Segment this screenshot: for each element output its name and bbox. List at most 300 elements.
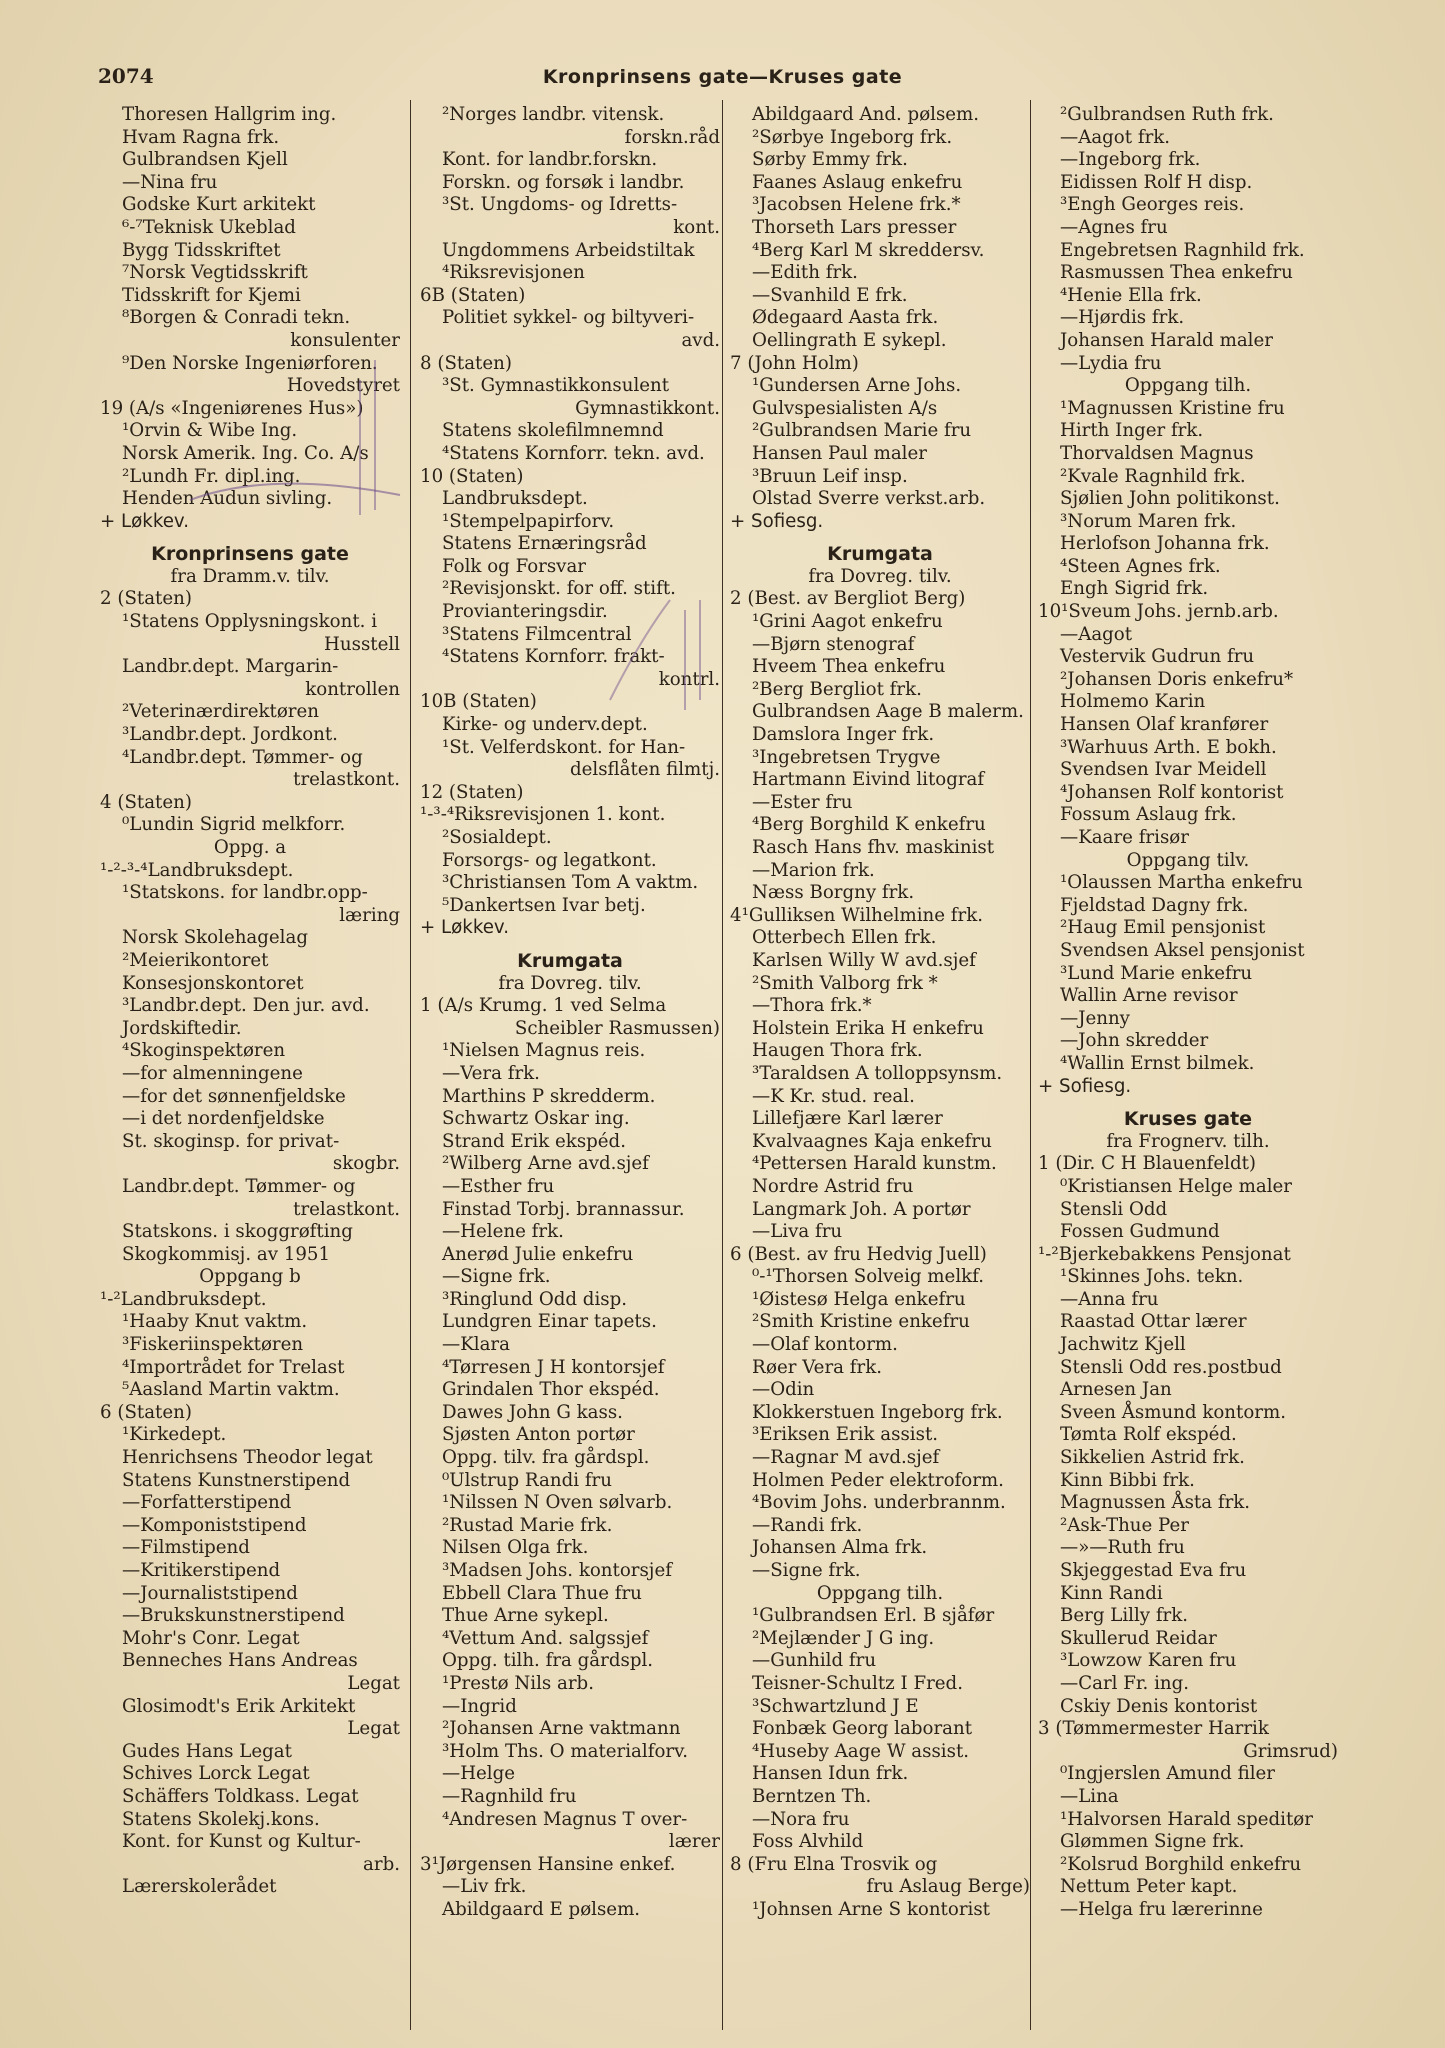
directory-line: Oppgang tilv.	[1126, 849, 1250, 871]
directory-line: fra Dovreg. tilv.	[808, 565, 952, 587]
directory-line: Fossen Gudmund	[1060, 1221, 1220, 1243]
directory-line: Politiet sykkel- og biltyveri-	[442, 307, 695, 329]
directory-line: ¹Olaussen Martha enkefru	[1060, 872, 1303, 894]
directory-line: Raastad Ottar lærer	[1060, 1311, 1247, 1333]
directory-line: —Ingrid	[442, 1695, 517, 1717]
directory-line: ⁴Johansen Rolf kontorist	[1060, 781, 1284, 803]
directory-line: ⁴Landbr.dept. Tømmer- og	[122, 746, 363, 768]
directory-line: —Aagot	[1060, 623, 1133, 645]
directory-line: + Sofiesg.	[730, 510, 824, 532]
directory-line: —Kaare frisør	[1060, 827, 1189, 848]
directory-line: kontrollen	[305, 678, 400, 700]
running-head: Kronprinsens gate—Kruses gate	[542, 66, 903, 88]
directory-line: Forskn. og forsøk i landbr.	[442, 171, 685, 193]
directory-line: —Helga fru lærerinne	[1060, 1898, 1263, 1920]
directory-line: skogbr.	[332, 1153, 400, 1175]
directory-line: ¹-²Landbruksdept.	[100, 1288, 267, 1310]
directory-line: ⁴Berg Karl M skreddersv.	[752, 239, 985, 261]
directory-line: ³Landbr.dept. Jordkont.	[122, 724, 338, 746]
directory-line: —Agnes fru	[1060, 216, 1168, 238]
directory-line: ⁴Statens Kornforr. tekn. avd.	[442, 442, 705, 464]
directory-line: ³Ringlund Odd disp.	[442, 1288, 628, 1310]
directory-line: Kont. for landbr.forskn.	[442, 149, 658, 171]
directory-line: ³Lund Marie enkefru	[1060, 962, 1253, 984]
directory-line: Legat	[347, 1672, 400, 1694]
directory-line: 1 (Dir. C H Blauenfeldt)	[1038, 1153, 1257, 1175]
directory-line: 2 (Staten)	[100, 588, 192, 610]
directory-line: ³Holm Ths. O materialforv.	[442, 1740, 688, 1762]
directory-line: Grindalen Thor ekspéd.	[442, 1379, 660, 1401]
directory-line: —Olaf kontorm.	[752, 1334, 898, 1356]
directory-line: Statens Ernæringsråd	[442, 533, 647, 555]
directory-line: —Carl Fr. ing.	[1060, 1672, 1190, 1694]
directory-line: ¹Gundersen Arne Johs.	[752, 375, 962, 397]
directory-line: Benneches Hans Andreas	[122, 1650, 358, 1672]
directory-line: ²Smith Valborg frk *	[752, 972, 938, 994]
directory-line: Herlofson Johanna frk.	[1060, 533, 1270, 555]
directory-line: Røer Vera frk.	[752, 1356, 882, 1378]
directory-line: 3¹Jørgensen Hansine enkef.	[420, 1853, 676, 1875]
directory-line: ⁴Huseby Aage W assist.	[752, 1740, 970, 1762]
directory-line: 10 (Staten)	[420, 465, 524, 487]
directory-line: Gulbrandsen Kjell	[122, 149, 288, 171]
directory-line: —Forfatterstipend	[122, 1492, 292, 1514]
directory-line: Thoresen Hallgrim ing.	[122, 104, 337, 125]
directory-line: Thorseth Lars presser	[752, 216, 957, 238]
column-rule	[410, 100, 411, 2030]
directory-line: ⁶-⁷Teknisk Ukeblad	[122, 216, 296, 238]
directory-line: 4¹Gulliksen Wilhelmine frk.	[730, 904, 984, 926]
directory-line: —Nora fru	[752, 1808, 850, 1830]
directory-line: —John skredder	[1060, 1030, 1209, 1052]
column-rule	[1030, 100, 1031, 2030]
directory-line: Eidissen Rolf H disp.	[1060, 171, 1253, 193]
directory-line: Skjeggestad Eva fru	[1060, 1560, 1247, 1581]
directory-line: Olstad Sverre verkst.arb.	[752, 488, 986, 510]
directory-line: fra Dramm.v. tilv.	[170, 565, 330, 587]
directory-line: Legat	[347, 1718, 400, 1740]
directory-line: ¹Gulbrandsen Erl. B sjåfør	[752, 1605, 995, 1627]
directory-line: Rasch Hans fhv. maskinist	[752, 837, 995, 858]
directory-line: ¹Øistesø Helga enkefru	[752, 1288, 966, 1310]
directory-line: Kvalvaagnes Kaja enkefru	[752, 1130, 992, 1152]
directory-line: Rasmussen Thea enkefru	[1060, 262, 1293, 284]
directory-line: ³Engh Georges reis.	[1060, 194, 1245, 216]
directory-line: ¹St. Velferdskont. for Han-	[442, 736, 686, 758]
directory-line: Provianteringsdir.	[442, 601, 608, 623]
directory-line: 1 (A/s Krumg. 1 ved Selma	[420, 995, 667, 1017]
directory-line: 6 (Staten)	[100, 1401, 192, 1423]
directory-line: ¹Grini Aagot enkefru	[752, 611, 943, 633]
directory-line: 8 (Fru Elna Trosvik og	[730, 1853, 938, 1875]
directory-line: ³Ingebretsen Trygve	[752, 746, 941, 768]
directory-line: ⁰Ulstrup Randi fru	[442, 1469, 612, 1491]
directory-line: Holstein Erika H enkefru	[752, 1017, 984, 1039]
directory-line: 2 (Best. av Bergliot Berg)	[730, 588, 966, 610]
directory-line: 3 (Tømmermester Harrik	[1038, 1718, 1269, 1740]
directory-line: Stensli Odd	[1060, 1198, 1168, 1220]
directory-line: 10¹Sveum Johs. jernb.arb.	[1038, 601, 1279, 623]
directory-line: —Ester fru	[752, 791, 853, 813]
directory-line: ⁴Berg Borghild K enkefru	[752, 814, 986, 836]
directory-line: ⁴Skoginspektøren	[122, 1040, 286, 1062]
directory-line: ²Lundh Fr. dipl.ing.	[122, 465, 301, 487]
directory-line: Engebretsen Ragnhild frk.	[1060, 239, 1305, 261]
directory-line: Abildgaard And. pølsem.	[752, 104, 980, 125]
directory-line: ⁴Bovim Johs. underbrannm.	[752, 1492, 1006, 1514]
directory-line: Kinn Bibbi frk.	[1060, 1469, 1195, 1491]
directory-line: Tømta Rolf ekspéd.	[1060, 1424, 1237, 1446]
directory-line: ³Madsen Johs. kontorsjef	[442, 1560, 672, 1581]
directory-line: —Nina fru	[122, 171, 218, 193]
directory-line: ²Meierikontoret	[122, 949, 269, 971]
directory-line: ¹Magnussen Kristine fru	[1060, 397, 1285, 419]
directory-line: Henden Audun sivling.	[122, 488, 333, 510]
directory-line: ³Schwartzlund J E	[752, 1695, 919, 1717]
directory-line: + Løkkev.	[420, 917, 510, 939]
column-3	[730, 104, 1030, 1922]
directory-line: ¹Stempelpapirforv.	[442, 510, 615, 532]
directory-line: ¹Nielsen Magnus reis.	[442, 1040, 646, 1062]
directory-line: Berg Lilly frk.	[1060, 1605, 1189, 1627]
directory-line: Holmemo Karin	[1060, 691, 1206, 713]
directory-line: Anerød Julie enkefru	[442, 1243, 634, 1265]
directory-line: Statens skolefilmnemnd	[442, 420, 664, 442]
directory-line: Statens Skolekj.kons.	[122, 1808, 320, 1830]
directory-line: —Brukskunstnerstipend	[122, 1605, 345, 1627]
directory-line: Hansen Idun frk.	[752, 1763, 909, 1785]
directory-line: 6 (Best. av fru Hedvig Juell)	[730, 1243, 987, 1265]
directory-line: Strand Erik ekspéd.	[442, 1130, 626, 1152]
directory-line: ⁰Lundin Sigrid melkforr.	[122, 814, 346, 836]
directory-line: Thue Arne sykepl.	[442, 1605, 609, 1627]
directory-line: ¹Prestø Nils arb.	[442, 1672, 594, 1694]
directory-line: —Marion frk.	[752, 859, 875, 881]
column-2	[420, 104, 720, 1922]
directory-line: —Signe frk.	[752, 1560, 861, 1581]
directory-line: delsflåten filmtj.	[569, 759, 720, 781]
directory-line: Forsorgs- og legatkont.	[442, 849, 657, 871]
directory-line: Jordskiftedir.	[122, 1017, 242, 1039]
directory-line: Magnussen Åsta frk.	[1060, 1492, 1251, 1514]
directory-line: Gulbrandsen Aage B malerm.	[752, 701, 1024, 723]
directory-line: ¹-³-⁴Riksrevisjonen 1. kont.	[420, 804, 666, 826]
directory-line: Grimsrud)	[1243, 1740, 1338, 1762]
directory-line: Tidsskrift for Kjemi	[122, 284, 301, 306]
directory-line: ⁷Norsk Vegtidsskrift	[122, 262, 308, 284]
directory-line: ³Bruun Leif insp.	[752, 465, 908, 487]
directory-line: Statskons. i skoggrøfting	[122, 1221, 353, 1243]
street-heading: Kruses gate	[1123, 1108, 1253, 1131]
directory-line: ⁴Vettum And. salgssjef	[442, 1627, 649, 1649]
directory-line: —Filmstipend	[122, 1537, 250, 1559]
directory-line: ¹Statskons. for landbr.opp-	[122, 882, 368, 904]
directory-line: Stensli Odd res.postbud	[1060, 1356, 1282, 1378]
directory-line: Klokkerstuen Ingeborg frk.	[752, 1401, 1003, 1423]
directory-line: Ødegaard Aasta frk.	[752, 307, 939, 329]
directory-line: ⁹Den Norske Ingeniørforen.	[122, 352, 378, 374]
directory-line: ⁴Pettersen Harald kunstm.	[752, 1153, 997, 1175]
directory-line: —Ingeborg frk.	[1060, 149, 1201, 171]
directory-line: 4 (Staten)	[100, 791, 192, 813]
directory-line: Karlsen Willy W avd.sjef	[752, 949, 976, 971]
directory-line: Fjeldstad Dagny frk.	[1060, 894, 1249, 916]
directory-line: Folk og Forsvar	[442, 555, 586, 577]
directory-line: ¹Halvorsen Harald speditør	[1060, 1808, 1313, 1830]
directory-line: Damslora Inger frk.	[752, 724, 935, 746]
directory-line: ²Kvale Ragnhild frk.	[1060, 465, 1246, 487]
directory-line: ³Statens Filmcentral	[442, 623, 632, 645]
directory-line: —Edith frk.	[752, 262, 858, 284]
directory-line: forskn.råd	[624, 126, 720, 148]
directory-line: ¹Johnsen Arne S kontorist	[752, 1898, 990, 1920]
directory-line: Finstad Torbj. brannassur.	[442, 1198, 685, 1220]
directory-line: —K Kr. stud. real.	[752, 1085, 915, 1107]
pencil-mark	[600, 580, 720, 720]
directory-line: ⁴Wallin Ernst bilmek.	[1060, 1052, 1255, 1074]
directory-line: ⁴Steen Agnes frk.	[1060, 555, 1221, 577]
column-4	[1038, 104, 1338, 1922]
directory-line: ¹-²Bjerkebakkens Pensjonat	[1038, 1243, 1291, 1265]
directory-line: St. skoginsp. for privat-	[122, 1130, 340, 1152]
directory-line: —Journaliststipend	[122, 1582, 298, 1604]
directory-line: ¹Statens Opplysningskont. i	[122, 611, 378, 633]
directory-line: ²Ask-Thue Per	[1060, 1514, 1189, 1536]
directory-line: Ungdommens Arbeidstiltak	[442, 239, 695, 261]
directory-line: —Odin	[752, 1379, 815, 1401]
directory-line: Mohr's Conr. Legat	[122, 1627, 300, 1649]
directory-line: Landbr.dept. Tømmer- og	[122, 1175, 356, 1197]
directory-line: Gudes Hans Legat	[122, 1740, 292, 1762]
directory-line: Næss Borgny frk.	[752, 882, 915, 904]
directory-line: Gulvspesialisten A/s	[752, 397, 938, 419]
directory-line: Oppg. a	[213, 837, 287, 858]
directory-line: kontrl.	[658, 668, 720, 690]
directory-line: Kirke- og underv.dept.	[442, 714, 648, 736]
directory-line: —Jenny	[1060, 1007, 1130, 1029]
directory-line: Fossum Aslaug frk.	[1060, 804, 1237, 826]
directory-line: Schives Lorck Legat	[122, 1763, 310, 1785]
directory-line: ²Sørbye Ingeborg frk.	[752, 126, 953, 148]
directory-line: ⁰Ingjerslen Amund filer	[1060, 1763, 1275, 1785]
pencil-mark	[180, 320, 410, 520]
directory-line: Abildgaard E pølsem.	[442, 1898, 641, 1920]
directory-line: ³Lowzow Karen fru	[1060, 1650, 1237, 1672]
directory-line: Sveen Åsmund kontorm.	[1060, 1401, 1286, 1423]
directory-line: —i det nordenfjeldske	[122, 1108, 325, 1130]
directory-line: trelastkont.	[293, 1198, 400, 1220]
directory-line: —Kritikerstipend	[122, 1560, 281, 1581]
directory-line: Norsk Skolehagelag	[122, 927, 308, 949]
directory-line: ²Gulbrandsen Marie fru	[752, 420, 972, 442]
directory-line: konsulenter	[290, 329, 400, 351]
directory-line: Schwartz Oskar ing.	[442, 1108, 630, 1130]
directory-line: arb.	[363, 1853, 400, 1875]
directory-line: Oppg. tilv. fra gårdspl.	[442, 1447, 650, 1469]
directory-line: ⁴Importrådet for Trelast	[122, 1356, 345, 1378]
directory-line: —Helge	[442, 1763, 516, 1785]
directory-line: ²Johansen Arne vaktmann	[442, 1718, 681, 1740]
directory-line: Nilsen Olga frk.	[442, 1537, 589, 1559]
directory-line: ³Norum Maren frk.	[1060, 510, 1237, 532]
directory-line: avd.	[681, 329, 720, 351]
page-number: 2074	[98, 64, 154, 88]
directory-line: Godske Kurt arkitekt	[122, 194, 316, 216]
directory-line: Skogkommisj. av 1951	[122, 1243, 331, 1265]
directory-line: Gymnastikkont.	[575, 397, 720, 419]
directory-line: Engh Sigrid frk.	[1060, 578, 1209, 600]
directory-line: kont.	[673, 216, 720, 238]
directory-line: Lundgren Einar tapets.	[442, 1311, 657, 1333]
directory-line: ²Smith Kristine enkefru	[752, 1311, 970, 1333]
directory-line: Nettum Peter kapt.	[1060, 1876, 1238, 1898]
directory-line: ⁵Aasland Martin vaktm.	[122, 1379, 340, 1401]
directory-line: 6B (Staten)	[420, 284, 526, 306]
directory-line: Landbruksdept.	[442, 488, 588, 510]
directory-line: ⁰Kristiansen Helge maler	[1060, 1175, 1292, 1197]
directory-line: fra Frognerv. tilh.	[1106, 1130, 1270, 1152]
directory-line: —Liv frk.	[442, 1876, 527, 1898]
directory-line: Johansen Harald maler	[1060, 329, 1273, 351]
directory-line: fru Aslaug Berge)	[866, 1876, 1030, 1898]
directory-line: ¹Haaby Knut vaktm.	[122, 1311, 308, 1333]
directory-line: Holmen Peder elektroform.	[752, 1469, 1004, 1491]
directory-line: —Signe frk.	[442, 1266, 551, 1288]
directory-line: + Løkkev.	[100, 510, 190, 532]
directory-line: —Klara	[442, 1334, 510, 1356]
directory-line: Husstell	[324, 633, 400, 655]
directory-line: ³Taraldsen A tolloppsynsm.	[752, 1062, 1003, 1084]
directory-line: fra Dovreg. tilv.	[498, 972, 642, 994]
directory-line: Hovedstyret	[286, 375, 400, 397]
directory-line: trelastkont.	[293, 769, 400, 791]
directory-line: ¹Skinnes Johs. tekn.	[1060, 1266, 1244, 1288]
directory-line: ²Rustad Marie frk.	[442, 1514, 613, 1536]
directory-line: ²Berg Bergliot frk.	[752, 678, 922, 700]
directory-line: —for det sønnenfjeldske	[122, 1085, 346, 1107]
directory-line: —Aagot frk.	[1060, 126, 1171, 148]
directory-line: ⁴Riksrevisjonen	[442, 262, 585, 284]
directory-line: ²Gulbrandsen Ruth frk.	[1060, 104, 1274, 125]
directory-line: Konsesjonskontoret	[122, 972, 304, 994]
directory-line: ²Mejlænder J G ing.	[752, 1627, 935, 1649]
directory-line: Haugen Thora frk.	[752, 1040, 923, 1062]
directory-line: —Randi frk.	[752, 1514, 863, 1536]
directory-line: ²Sosialdept.	[442, 827, 552, 848]
directory-line: Kont. for Kunst og Kultur-	[122, 1831, 361, 1853]
directory-line: Arnesen Jan	[1060, 1379, 1172, 1401]
directory-line: ⁴Henie Ella frk.	[1060, 284, 1202, 306]
directory-line: Hansen Olaf kranfører	[1060, 714, 1269, 736]
directory-line: Hansen Paul maler	[752, 442, 927, 464]
directory-line: ²Johansen Doris enkefru*	[1060, 668, 1294, 690]
directory-line: ¹Nilssen N Oven sølvarb.	[442, 1492, 673, 1514]
directory-line: Foss Alvhild	[752, 1831, 864, 1853]
directory-line: Fonbæk Georg laborant	[752, 1718, 972, 1740]
directory-line: ⁰-¹Thorsen Solveig melkf.	[752, 1266, 985, 1288]
directory-line: —Svanhild E frk.	[752, 284, 908, 306]
directory-line: + Sofiesg.	[1038, 1075, 1132, 1097]
directory-line: Wallin Arne revisor	[1060, 985, 1238, 1007]
directory-line: ²Wilberg Arne avd.sjef	[442, 1153, 649, 1175]
directory-line: ²Haug Emil pensjonist	[1060, 917, 1266, 939]
directory-line: Oppg. tilh. fra gårdspl.	[442, 1650, 654, 1672]
directory-line: 10B (Staten)	[420, 691, 537, 713]
directory-line: —Lina	[1060, 1785, 1119, 1807]
directory-line: —Helene frk.	[442, 1221, 564, 1243]
directory-line: Glosimodt's Erik Arkitekt	[122, 1695, 356, 1717]
directory-line: —for almenningene	[122, 1062, 303, 1084]
directory-line: —Thora frk.*	[752, 995, 872, 1017]
street-heading: Krumgata	[827, 543, 933, 566]
directory-line: Hveem Thea enkefru	[752, 656, 946, 678]
directory-line: Johansen Alma frk.	[752, 1537, 928, 1559]
directory-line: Ebbell Clara Thue fru	[442, 1582, 642, 1604]
directory-line: Glømmen Signe frk.	[1060, 1831, 1245, 1853]
directory-line: Oppgang b	[199, 1266, 301, 1288]
directory-line: —Komponiststipend	[122, 1514, 307, 1536]
directory-line: —Anna fru	[1060, 1288, 1159, 1310]
directory-line: ³Christiansen Tom A vaktm.	[442, 872, 699, 894]
column-rule	[722, 100, 723, 2030]
directory-line: 12 (Staten)	[420, 781, 524, 803]
directory-line: ³St. Gymnastikkonsulent	[442, 375, 670, 397]
directory-line: Sikkelien Astrid frk.	[1060, 1447, 1245, 1469]
street-heading: Kronprinsens gate	[151, 543, 349, 566]
directory-line: Svendsen Aksel pensjonist	[1060, 939, 1305, 961]
directory-line: —Gunhild fru	[752, 1650, 877, 1672]
directory-line: 19 (A/s «Ingeniørenes Hus»)	[100, 397, 364, 419]
directory-line: ⁴Statens Kornforr. frakt-	[442, 646, 665, 668]
directory-line: Nordre Astrid fru	[752, 1175, 914, 1197]
directory-line: 7 (John Holm)	[730, 352, 859, 374]
directory-line: Sørby Emmy frk.	[752, 149, 908, 171]
directory-line: Henrichsens Theodor legat	[122, 1447, 373, 1469]
directory-line: —»—Ruth fru	[1060, 1537, 1185, 1559]
directory-line: Norsk Amerik. Ing. Co. A/s	[122, 442, 369, 464]
directory-line: ²Kolsrud Borghild enkefru	[1060, 1853, 1302, 1875]
directory-line: Bygg Tidsskriftet	[122, 239, 281, 261]
directory-line: Hartmann Eivind litograf	[752, 769, 985, 791]
directory-line: ²Revisjonskt. for off. stift.	[442, 578, 676, 600]
directory-line: Statens Kunstnerstipend	[122, 1469, 351, 1491]
directory-line: —Bjørn stenograf	[752, 633, 915, 655]
directory-line: ⁸Borgen & Conradi tekn.	[122, 307, 351, 329]
directory-line: Teisner-Schultz I Fred.	[752, 1672, 963, 1694]
directory-line: ²Norges landbr. vitensk.	[442, 104, 665, 125]
directory-line: Lillefjære Karl lærer	[752, 1108, 943, 1130]
directory-line: Oppgang tilh.	[816, 1582, 944, 1604]
directory-line: Sjøsten Anton portør	[442, 1424, 635, 1446]
directory-line: ³Eriksen Erik assist.	[752, 1424, 939, 1446]
directory-line: ⁵Dankertsen Ivar betj.	[442, 894, 646, 916]
directory-line: Hirth Inger frk.	[1060, 420, 1204, 442]
directory-line: ¹-²-³-⁴Landbruksdept.	[100, 859, 294, 881]
directory-line: Svendsen Ivar Meidell	[1060, 759, 1267, 781]
directory-line: —Lydia fru	[1060, 352, 1162, 374]
directory-line: ¹Orvin & Wibe Ing.	[122, 420, 298, 442]
directory-line: —Ragnar M avd.sjef	[752, 1447, 940, 1469]
directory-line: Schäffers Toldkass. Legat	[122, 1785, 359, 1807]
directory-line: læring	[339, 904, 400, 926]
directory-line: Faanes Aslaug enkefru	[752, 171, 963, 193]
directory-line: Marthins P skredderm.	[442, 1085, 656, 1107]
directory-line: Berntzen Th.	[752, 1785, 872, 1807]
directory-line: ³Jacobsen Helene frk.*	[752, 194, 961, 216]
directory-line: ²Veterinærdirektøren	[122, 701, 319, 723]
directory-line: —Esther fru	[442, 1175, 555, 1197]
directory-line: —Liva fru	[752, 1221, 843, 1243]
